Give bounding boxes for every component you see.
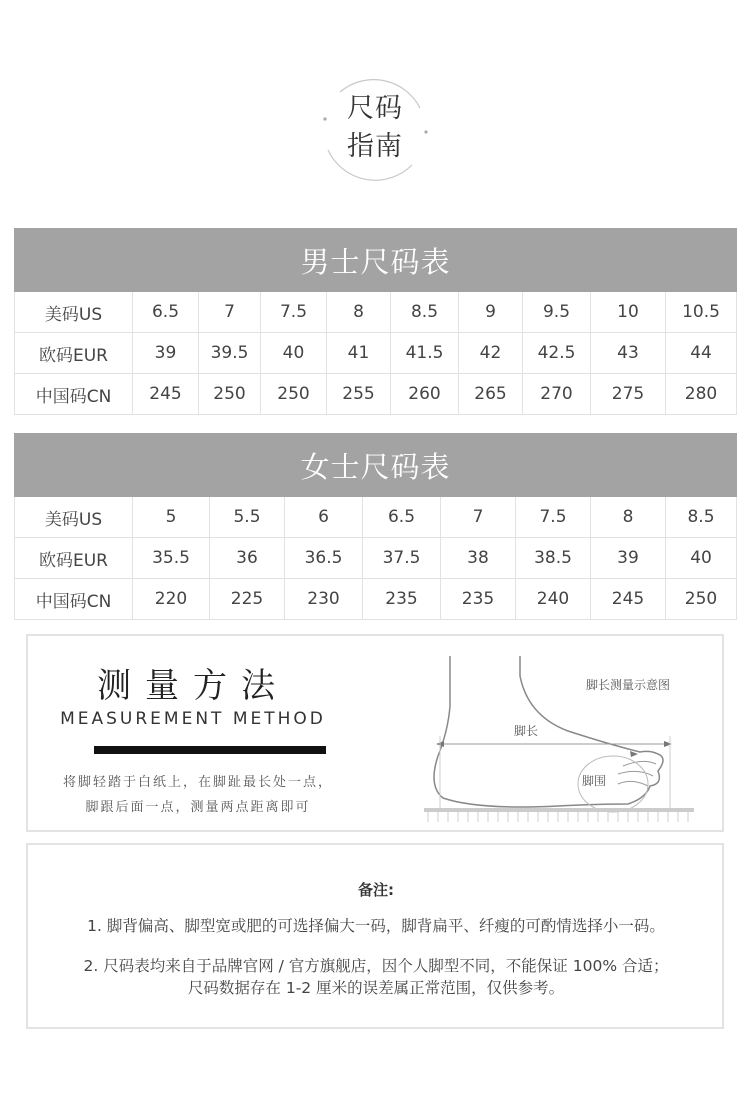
- cell: 7: [441, 497, 516, 538]
- badge-line-1: 尺码: [347, 93, 403, 124]
- measurement-method-panel: [26, 634, 724, 832]
- cell: 240: [516, 579, 591, 620]
- cell: 39.5: [199, 333, 261, 374]
- cell: 41.5: [391, 333, 459, 374]
- cell: 38.5: [516, 538, 591, 579]
- cell: 6: [285, 497, 363, 538]
- row-label: 美码US: [15, 497, 133, 538]
- cell: 42.5: [523, 333, 591, 374]
- note-2-line-1: 2. 尺码表均来自于品牌官网 / 官方旗舰店，因个人脚型不同，不能保证 100% 合适；: [83, 957, 669, 975]
- cell: 9: [459, 292, 523, 333]
- table-row: [15, 497, 737, 538]
- row-label: 欧码EUR: [15, 538, 133, 579]
- foot-girth-label: 脚围: [582, 774, 607, 788]
- cell: 35.5: [133, 538, 210, 579]
- table-row: [15, 292, 737, 333]
- cell: 250: [666, 579, 737, 620]
- cell: 7: [199, 292, 261, 333]
- note-1: 1. 脚背偏高、脚型宽或肥的可选择偏大一码，脚背扁平、纤瘦的可酌情选择小一码。: [87, 917, 665, 935]
- cell: 275: [591, 374, 666, 415]
- cell: 44: [666, 333, 737, 374]
- table-row: [15, 374, 737, 415]
- measurement-subtitle: MEASUREMENT METHOD: [60, 709, 326, 729]
- cell: 270: [523, 374, 591, 415]
- cell: 36: [210, 538, 285, 579]
- cell: 36.5: [285, 538, 363, 579]
- table-row: [15, 579, 737, 620]
- note-2-line-2: 尺码数据存在 1-2 厘米的误差属正常范围，仅供参考。: [187, 979, 565, 997]
- size-guide-badge: [320, 70, 430, 185]
- row-label: 中国码CN: [15, 374, 133, 415]
- cell: 39: [133, 333, 199, 374]
- cell: 255: [327, 374, 391, 415]
- cell: 42: [459, 333, 523, 374]
- cell: 39: [591, 538, 666, 579]
- cell: 37.5: [363, 538, 441, 579]
- cell: 40: [666, 538, 737, 579]
- cell: 225: [210, 579, 285, 620]
- cell: 260: [391, 374, 459, 415]
- cell: 43: [591, 333, 666, 374]
- cell: 10: [591, 292, 666, 333]
- cell: 7.5: [516, 497, 591, 538]
- cell: 5.5: [210, 497, 285, 538]
- cell: 8.5: [666, 497, 737, 538]
- men-table-title: 男士尺码表: [15, 229, 737, 292]
- cell: 245: [591, 579, 666, 620]
- cell: 9.5: [523, 292, 591, 333]
- notes-panel: [26, 843, 724, 1029]
- measurement-title: 测量方法: [97, 666, 289, 706]
- cell: 220: [133, 579, 210, 620]
- cell: 38: [441, 538, 516, 579]
- cell: 8.5: [391, 292, 459, 333]
- row-label: 美码US: [15, 292, 133, 333]
- cell: 250: [199, 374, 261, 415]
- cell: 280: [666, 374, 737, 415]
- divider-bar: [94, 746, 326, 754]
- men-size-table: [14, 228, 737, 415]
- row-label: 中国码CN: [15, 579, 133, 620]
- cell: 235: [441, 579, 516, 620]
- diagram-caption: 脚长测量示意图: [586, 678, 671, 692]
- cell: 7.5: [261, 292, 327, 333]
- cell: 8: [327, 292, 391, 333]
- cell: 8: [591, 497, 666, 538]
- cell: 40: [261, 333, 327, 374]
- desc-line-1: 将脚轻踏于白纸上，在脚趾最长处一点，: [62, 775, 333, 790]
- cell: 10.5: [666, 292, 737, 333]
- cell: 245: [133, 374, 199, 415]
- cell: 235: [363, 579, 441, 620]
- cell: 5: [133, 497, 210, 538]
- badge-line-2: 指南: [347, 131, 403, 162]
- cell: 6.5: [363, 497, 441, 538]
- women-size-table: [14, 433, 737, 620]
- table-row: [15, 538, 737, 579]
- cell: 41: [327, 333, 391, 374]
- measurement-description: [28, 770, 368, 820]
- cell: 230: [285, 579, 363, 620]
- cell: 250: [261, 374, 327, 415]
- table-row: [15, 333, 737, 374]
- women-table-title: 女士尺码表: [15, 434, 737, 497]
- foot-diagram-icon: [418, 646, 718, 831]
- row-label: 欧码EUR: [15, 333, 133, 374]
- foot-length-label: 脚长: [514, 724, 539, 738]
- cell: 265: [459, 374, 523, 415]
- cell: 6.5: [133, 292, 199, 333]
- desc-line-2: 脚跟后面一点，测量两点距离即可: [85, 800, 311, 815]
- notes-title: 备注:: [358, 881, 394, 899]
